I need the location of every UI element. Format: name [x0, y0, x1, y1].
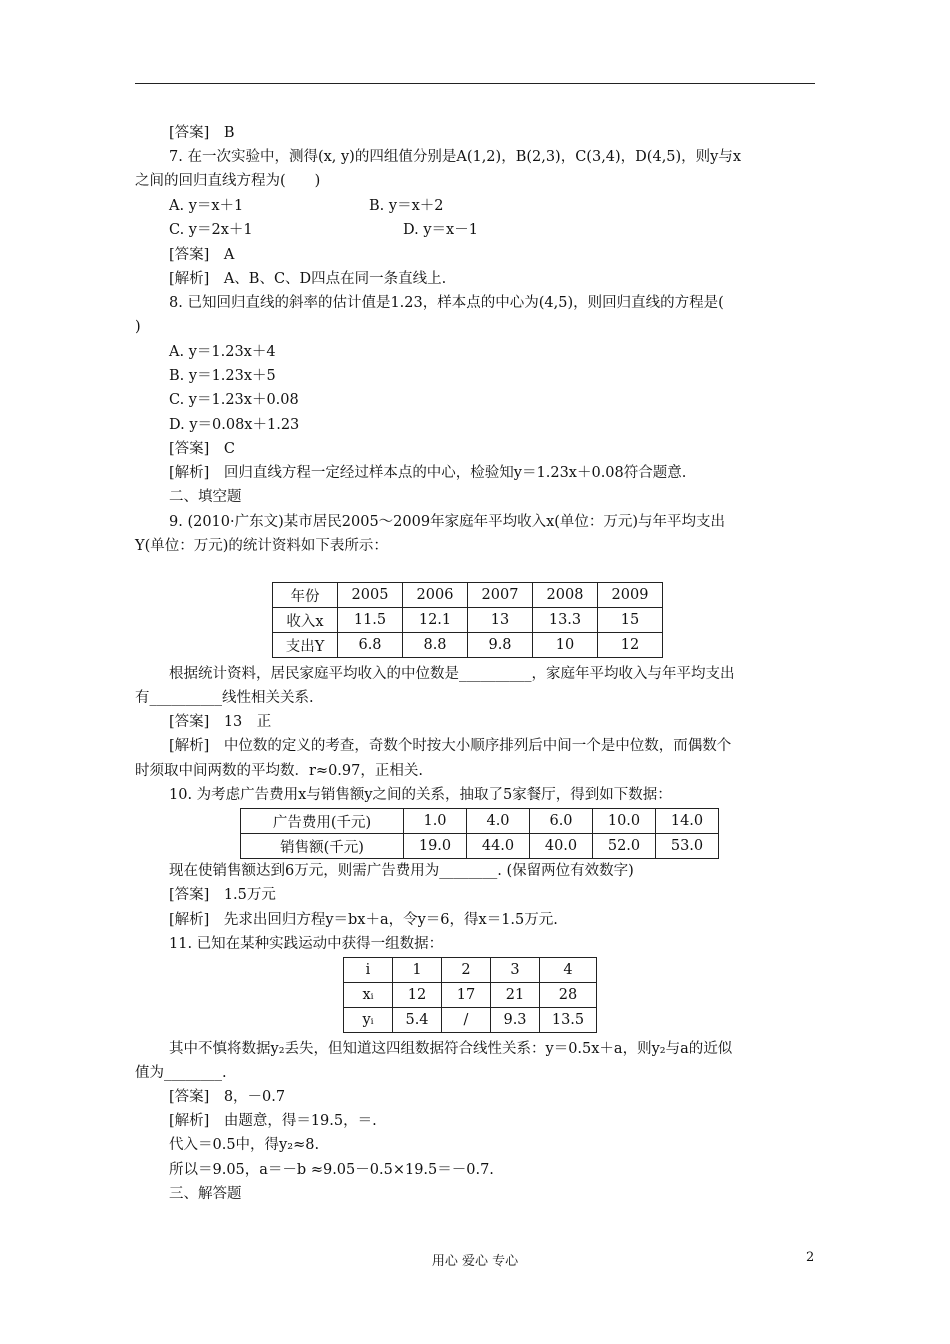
- table-row: 广告费用(千元) 1.0 4.0 6.0 10.0 14.0: [241, 809, 719, 834]
- page-number: 2: [806, 1250, 815, 1265]
- option-8d: D. y＝0.08x＋1.23: [169, 417, 300, 433]
- question-11-stem-cont: 值为________.: [135, 1065, 227, 1081]
- question-9-stem-cont: 有__________线性相关关系.: [135, 690, 314, 706]
- analysis-11: [解析] 由题意，得＝19.5，＝.: [169, 1113, 377, 1129]
- option-7b: B. y＝x＋2: [369, 198, 444, 214]
- table-row: 支出Y 6.8 8.8 9.8 10 12: [273, 633, 663, 658]
- table-ad-sales: [240, 808, 719, 859]
- answer-11: [答案] 8，－0.7: [169, 1089, 286, 1105]
- option-7d: D. y＝x－1: [403, 222, 478, 238]
- table-row: yᵢ 5.4 / 9.3 13.5: [344, 1008, 597, 1033]
- option-8c: C. y＝1.23x＋0.08: [169, 392, 299, 408]
- table-row: 年份 2005 2006 2007 2008 2009: [273, 583, 663, 608]
- option-7a: A. y＝x＋1: [169, 198, 244, 214]
- table-row: i 1 2 3 4: [344, 958, 597, 983]
- section-fill-in: 二、填空题: [169, 489, 242, 505]
- table-row: xᵢ 12 17 21 28: [344, 983, 597, 1008]
- option-8b: B. y＝1.23x＋5: [169, 368, 276, 384]
- question-10: 10. 为考虑广告费用x与销售额y之间的关系，抽取了5家餐厅，得到如下数据：: [169, 787, 672, 803]
- analysis-11-line3: 所以＝9.05，a＝－b ≈9.05－0.5×19.5＝－0.7.: [169, 1162, 494, 1178]
- table-income-expense: [272, 582, 663, 658]
- question-9-cont: Y(单位：万元)的统计资料如下表所示：: [135, 538, 388, 554]
- option-8a: A. y＝1.23x＋4: [169, 344, 276, 360]
- table-row: 收入x 11.5 12.1 13 13.3 15: [273, 608, 663, 633]
- question-9-stem: 根据统计资料，居民家庭平均收入的中位数是__________，家庭年平均收入与年平均支出: [169, 666, 735, 682]
- answer-7-key: [答案] A: [169, 247, 235, 263]
- analysis-7: [解析] A、B、C、D四点在同一条直线上.: [169, 271, 447, 287]
- question-8-cont: ): [135, 319, 141, 335]
- section-solve: 三、解答题: [169, 1186, 242, 1202]
- analysis-10: [解析] 先求出回归方程y＝bx＋a，令y＝6，得x＝1.5万元.: [169, 912, 558, 928]
- analysis-9-cont: 时须取中间两数的平均数．r≈0.97，正相关.: [135, 763, 423, 779]
- option-7c: C. y＝2x＋1: [169, 222, 253, 238]
- table-xi-yi: [343, 957, 597, 1033]
- header-rule: [135, 83, 815, 84]
- answer-10: [答案] 1.5万元: [169, 887, 276, 903]
- analysis-9: [解析] 中位数的定义的考查，奇数个时按大小顺序排列后中间一个是中位数，而偶数个: [169, 738, 732, 754]
- question-11-stem: 其中不慎将数据y₂丢失，但知道这四组数据符合线性关系：y＝0.5x＋a，则y₂与a的近似: [169, 1041, 733, 1057]
- answer-9: [答案] 13 正: [169, 714, 272, 730]
- question-9: 9. (2010·广东文)某市居民2005～2009年家庭年平均收入x(单位：万元)与年平均支出: [169, 514, 726, 530]
- answer-7: [答案] B: [169, 125, 235, 141]
- analysis-11-line2: 代入＝0.5中，得y₂≈8.: [169, 1137, 320, 1153]
- question-7: 7. 在一次实验中，测得(x, y)的四组值分别是A(1,2)，B(2,3)，C(3,4)，D(4,5)，则y与x: [169, 149, 742, 165]
- question-10-stem: 现在使销售额达到6万元，则需广告费用为________. (保留两位有效数字): [169, 863, 634, 879]
- table-row: 销售额(千元) 19.0 44.0 40.0 52.0 53.0: [241, 834, 719, 859]
- analysis-8: [解析] 回归直线方程一定经过样本点的中心，检验知y＝1.23x＋0.08符合题意.: [169, 465, 687, 481]
- answer-8: [答案] C: [169, 441, 235, 457]
- question-8: 8. 已知回归直线的斜率的估计值是1.23，样本点的中心为(4,5)，则回归直线的方程是(: [169, 295, 724, 311]
- page-footer: 用心 爱心 专心: [431, 1254, 519, 1269]
- question-11: 11. 已知在某种实践运动中获得一组数据：: [169, 936, 444, 952]
- question-7-cont: 之间的回归直线方程为( ): [135, 173, 321, 189]
